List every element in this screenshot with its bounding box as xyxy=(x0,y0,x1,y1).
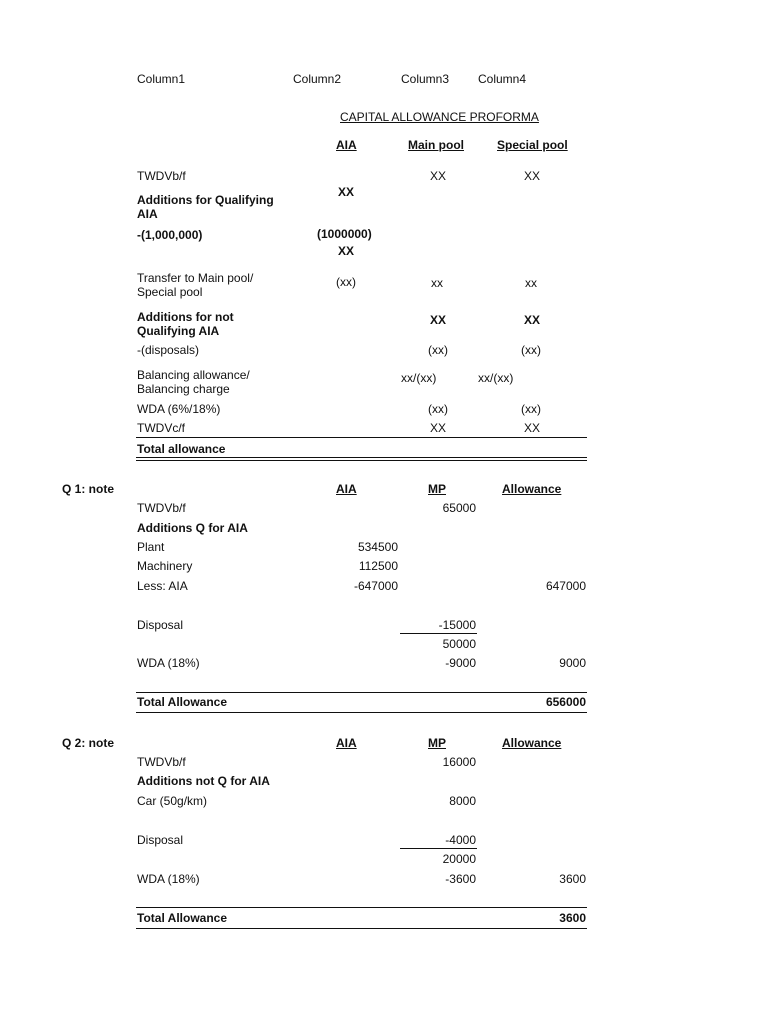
proforma-additions-nq-special: XX xyxy=(524,313,541,327)
proforma-balancing-label-1: Balancing allowance/ xyxy=(137,368,250,382)
q1-less-aia-allowance: 647000 xyxy=(545,579,586,593)
proforma-balancing-main: xx/(xx) xyxy=(401,371,437,385)
proforma-additions-q-label-1: Additions for Qualifying xyxy=(137,193,274,207)
proforma-transfer-aia: (xx) xyxy=(336,275,356,289)
proforma-additions-q-label-2: AIA xyxy=(137,207,158,221)
column-header-2: Column2 xyxy=(293,72,342,86)
q1-total-top-border xyxy=(136,692,587,693)
q2-disposal-mp: -4000 xyxy=(445,833,476,847)
q2-car-label: Car (50g/km) xyxy=(137,794,208,808)
proforma-disposals-special: (xx) xyxy=(521,343,541,357)
proforma-additions-nq-label-2: Qualifying AIA xyxy=(137,324,220,338)
q1-machinery-label: Machinery xyxy=(137,559,193,573)
q1-plant-aia: 534500 xyxy=(357,540,398,554)
q1-less-aia-label: Less: AIA xyxy=(137,579,188,593)
q2-header-mp: MP xyxy=(428,736,446,750)
q2-total-top-border xyxy=(136,907,587,908)
proforma-twdv-bf-main: XX xyxy=(430,169,447,183)
q2-twdv-bf-mp: 16000 xyxy=(442,755,476,769)
proforma-transfer-special: xx xyxy=(525,276,537,290)
q2-subtotal-mp: 20000 xyxy=(442,852,476,866)
proforma-twdv-bf-label: TWDVb/f xyxy=(137,169,186,183)
q1-twdv-bf-label: TWDVb/f xyxy=(137,501,186,515)
q1-header-mp: MP xyxy=(428,482,446,496)
q2-total-bottom-border xyxy=(136,928,587,929)
q1-wda-mp: -9000 xyxy=(445,656,476,670)
proforma-transfer-label-1: Transfer to Main pool/ xyxy=(137,271,254,285)
proforma-additions-q-aia: XX xyxy=(338,185,355,199)
q1-note: Q 1: note xyxy=(62,482,115,496)
q1-disposal-mp: -15000 xyxy=(438,618,476,632)
q1-twdv-bf-mp: 65000 xyxy=(442,501,476,515)
q2-note: Q 2: note xyxy=(62,736,115,750)
column-header-4: Column4 xyxy=(478,72,527,86)
proforma-wda-special: (xx) xyxy=(521,402,541,416)
proforma-additions-nq-label-1: Additions for not xyxy=(137,310,234,324)
proforma-header-main-pool: Main pool xyxy=(408,138,464,152)
proforma-transfer-main: xx xyxy=(431,276,443,290)
q2-additions-label: Additions not Q for AIA xyxy=(137,774,270,788)
proforma-wda-main: (xx) xyxy=(428,402,448,416)
proforma-wda-label: WDA (6%/18%) xyxy=(137,402,221,416)
proforma-total-label: Total allowance xyxy=(137,442,226,456)
q1-machinery-aia: 112500 xyxy=(358,559,398,573)
proforma-total-top-border xyxy=(136,437,587,438)
q1-header-aia: AIA xyxy=(336,482,357,496)
proforma-header-aia: AIA xyxy=(336,138,357,152)
proforma-twdv-cf-label: TWDVc/f xyxy=(137,421,185,435)
proforma-header-special-pool: Special pool xyxy=(497,138,568,152)
proforma-balancing-special: xx/(xx) xyxy=(478,371,514,385)
q2-disposal-underline xyxy=(400,848,477,849)
proforma-transfer-label-2: Special pool xyxy=(137,285,203,299)
proforma-disposals-main: (xx) xyxy=(428,343,448,357)
q1-total-value: 656000 xyxy=(545,695,586,709)
q2-header-aia: AIA xyxy=(336,736,357,750)
proforma-limit-aia: (1000000) xyxy=(317,227,372,241)
q1-disposal-label: Disposal xyxy=(137,618,184,632)
proforma-twdv-cf-main: XX xyxy=(430,421,447,435)
proforma-twdv-bf-special: XX xyxy=(524,169,541,183)
proforma-additions-nq-main: XX xyxy=(430,313,447,327)
q1-wda-label: WDA (18%) xyxy=(137,656,200,670)
column-header-1: Column1 xyxy=(137,72,186,86)
q2-twdv-bf-label: TWDVb/f xyxy=(137,755,186,769)
proforma-total-bottom-border-1 xyxy=(136,457,587,458)
q1-total-label: Total Allowance xyxy=(137,695,228,709)
q2-wda-allowance: 3600 xyxy=(559,872,586,886)
q2-total-label: Total Allowance xyxy=(137,911,228,925)
proforma-disposals-label: -(disposals) xyxy=(137,343,200,357)
q1-header-allowance: Allowance xyxy=(502,482,562,496)
proforma-total-bottom-border-2 xyxy=(136,460,587,461)
q1-disposal-underline xyxy=(400,633,477,634)
q2-wda-label: WDA (18%) xyxy=(137,872,200,886)
q2-total-value: 3600 xyxy=(559,911,586,925)
q2-wda-mp: -3600 xyxy=(445,872,476,886)
proforma-twdv-cf-special: XX xyxy=(524,421,541,435)
proforma-title: CAPITAL ALLOWANCE PROFORMA xyxy=(340,110,539,124)
q2-header-allowance: Allowance xyxy=(502,736,562,750)
q1-subtotal-mp: 50000 xyxy=(442,637,476,651)
q2-disposal-label: Disposal xyxy=(137,833,184,847)
proforma-limit-aia-balance: XX xyxy=(338,244,355,258)
proforma-limit-label: -(1,000,000) xyxy=(137,228,203,242)
q1-total-bottom-border xyxy=(136,712,587,713)
q1-additions-label: Additions Q for AIA xyxy=(137,521,248,535)
q1-wda-allowance: 9000 xyxy=(559,656,586,670)
q1-plant-label: Plant xyxy=(137,540,165,554)
q1-less-aia-aia: -647000 xyxy=(353,579,398,593)
column-header-3: Column3 xyxy=(401,72,450,86)
proforma-balancing-label-2: Balancing charge xyxy=(137,382,230,396)
q2-car-mp: 8000 xyxy=(449,794,476,808)
